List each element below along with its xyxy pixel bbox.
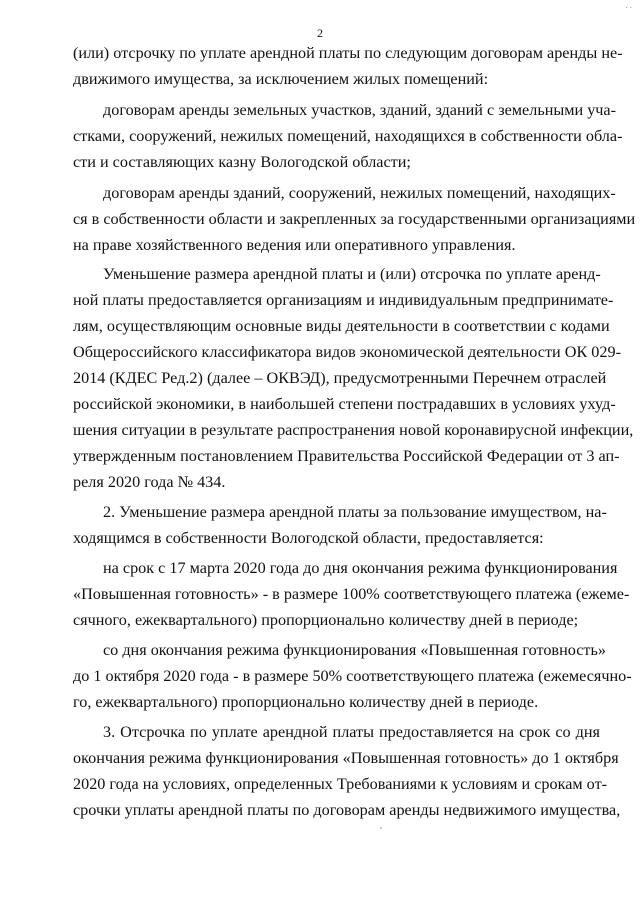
- text-line: Общероссийского классификатора видов экономической деятельности ОК 029-: [73, 343, 621, 361]
- text-line: 2. Уменьшение размера арендной платы за пользование имуществом, на-: [103, 503, 607, 521]
- page-number: 2: [317, 26, 323, 40]
- text-line: лям, осуществляющим основные виды деятельности в соответствии с кодами: [73, 317, 610, 335]
- text-line: договорам аренды земельных участков, зданий, зданий с земельными уча-: [103, 101, 617, 119]
- text-line: го, ежеквартального) пропорционально количеству дней в периоде.: [73, 693, 539, 711]
- text-line: (или) отсрочку по уплате арендной платы по следующим договорам аренды не-: [73, 44, 623, 62]
- text-line: ся в собственности области и закрепленных за государственными организациями: [73, 210, 636, 228]
- text-line: со дня окончания режима функционирования «Повышенная готовность»: [103, 641, 606, 659]
- text-line: срочки уплаты арендной платы по договорам аренды недвижимого имущества,: [73, 801, 621, 819]
- text-line: российской экономики, в наибольшей степени пострадавших в условиях ухуд-: [73, 395, 616, 413]
- text-line: окончания режима функционирования «Повышенная готовность» до 1 октября: [73, 749, 619, 767]
- corner-mark: ..: [625, 0, 634, 10]
- text-line: Уменьшение размера арендной платы и (или) отсрочка по уплате аренд-: [103, 265, 601, 283]
- text-line: стками, сооружений, нежилых помещений, находящихся в собственности обла-: [73, 127, 623, 145]
- text-line: реля 2020 года № 434.: [73, 473, 226, 491]
- text-line: ходящимся в собственности Вологодской области, предоставляется:: [73, 529, 544, 547]
- text-line: шения ситуации в результате распространения новой коронавирусной инфекции,: [73, 421, 634, 439]
- scan-speck: [380, 827, 382, 829]
- text-line: сячного, ежеквартального) пропорционально количеству дней в периоде;: [73, 611, 579, 629]
- text-line: 2014 (КДЕС Ред.2) (далее – ОКВЭД), предусмотренными Перечнем отраслей: [73, 369, 607, 387]
- text-line: до 1 октября 2020 года - в размере 50% соответствующего платежа (ежемесячно-: [73, 667, 632, 685]
- text-line: 3. Отсрочка по уплате арендной платы предоставляется на срок со дня: [103, 723, 600, 741]
- text-line: на срок с 17 марта 2020 года до дня окончания режима функционирования: [103, 559, 618, 577]
- text-line: сти и составляющих казну Вологодской области;: [73, 153, 411, 171]
- text-line: на праве хозяйственного ведения или оперативного управления.: [73, 236, 516, 254]
- text-line: движимого имущества, за исключением жилых помещений:: [73, 70, 489, 88]
- text-line: ной платы предоставляется организациям и индивидуальным предпринимате-: [73, 291, 614, 309]
- text-line: «Повышенная готовность» - в размере 100% соответствующего платежа (ежеме-: [73, 585, 630, 603]
- text-line: утвержденным постановлением Правительства Российской Федерации от 3 ап-: [73, 447, 620, 465]
- text-line: 2020 года на условиях, определенных Требованиями к условиям и срокам от-: [73, 775, 608, 793]
- text-line: договорам аренды зданий, сооружений, нежилых помещений, находящих-: [103, 184, 616, 202]
